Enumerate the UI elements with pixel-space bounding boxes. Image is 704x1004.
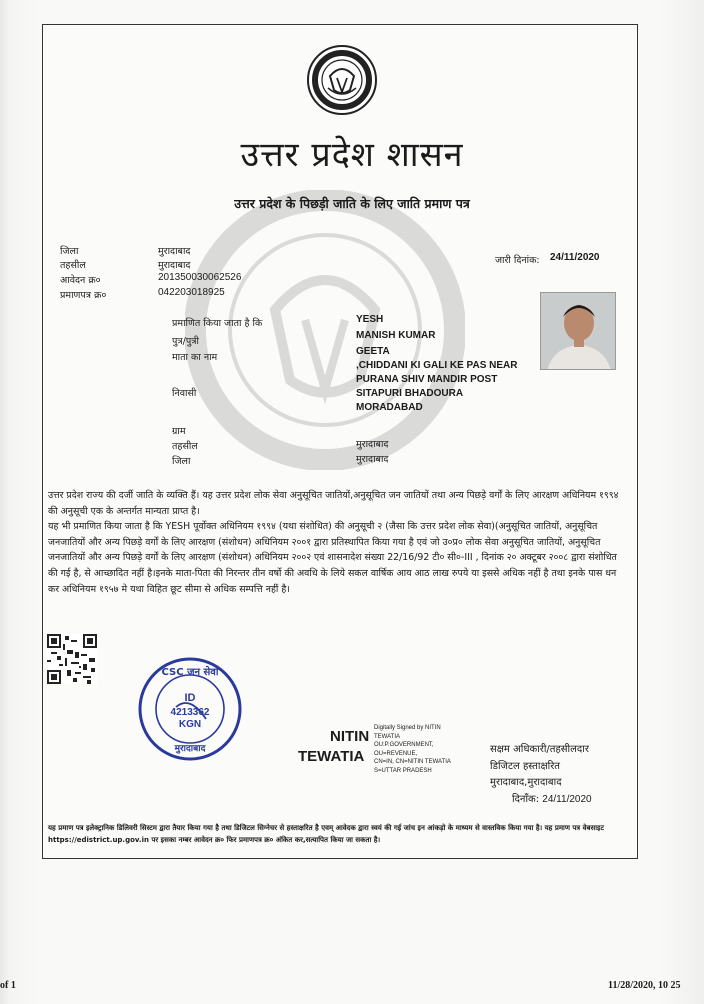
digital-sig-line: S=UTTAR PRADESH — [374, 767, 432, 774]
digital-signature-details — [374, 724, 451, 775]
officer-date-value: 24/11/2020 — [542, 793, 592, 805]
digital-sig-line: OU:P.GOVERNMENT, — [374, 742, 434, 748]
csc-seal-stamp — [136, 655, 244, 763]
resident-label: निवासी — [172, 388, 197, 399]
certificate-no-label: प्रमाणपत्र क्र० — [60, 290, 107, 301]
officer-title: सक्षम अधिकारी/तहसीलदार — [490, 744, 589, 755]
officer-signed: डिजिटल हस्ताक्षरित — [490, 760, 560, 772]
address-line-3: SITAPURI BHADOURA — [356, 388, 464, 399]
print-timestamp: 11/28/2020, 10 25 — [608, 980, 681, 991]
address-line-4: MORADABAD — [356, 402, 423, 413]
application-no-value: 201350030062526 — [158, 272, 242, 283]
body-paragraph-2: यह भी प्रमाणित किया जाता है कि YESH पूर्वोक्त अधिनियम १९९४ (यथा संशोधित) की अनुसूची २ (जैसा कि उत्तर प्रदेश लोक सेवा)(अनुसूचित जातियों, अनुसूचित जनजातियों और अन्य पिछड़े वर्गों के लिए आरक्षण (संशोधन) अधिनियम २००१ द्वारा प्रतिस्थापित किया गया है एवं जो उ०प्र० लोक सेवा अनुसूचित जातियों, अनुसूचित जनजातियों और अन्य पिछड़े वर्गों के लिए आरक्षण (संशोधन) अधिनियम २००२ एवं शासनादेश संख्या 22/16/92 टी० सी०-III , दिनांक २० अक्टूबर २००८ द्वारा संशोधित की गई है, से आच्छादित नहीं है।इनके माता-पिता की निरन्तर तीन वर्षो की अवधि के लिये सकल वार्षिक आय आठ लाख रुपये या इससे अधिक नहीं है तथा इनके पास धन कर अधिनियम १९५७ मे यथा विहित छूट सीमा से अधिक सम्पत्ति नहीं है। — [48, 521, 617, 595]
officer-block — [490, 742, 592, 808]
digital-sig-line: CN=IN, CN=NITIN TEWATIA — [374, 759, 451, 765]
certify-label: प्रमाणित किया जाता है कि — [172, 318, 263, 329]
village-label: ग्राम — [172, 426, 186, 437]
certificate-body — [48, 488, 624, 597]
district2-label: जिला — [172, 456, 191, 467]
officer-date-label: दिनाँक: — [512, 793, 540, 805]
stamp-id-label: ID — [184, 692, 196, 704]
tehsil-value: मुरादाबाद — [158, 260, 191, 271]
digital-sig-line: TEWATIA — [374, 733, 400, 740]
certificate-no-value: 042203018925 — [158, 287, 225, 298]
applicant-photo — [540, 292, 616, 370]
digital-sig-line: OU=REVENUE, — [374, 750, 418, 757]
district-value: मुरादाबाद — [158, 246, 191, 257]
verification-note: यह प्रमाण पत्र इलेक्ट्रानिक डिलिवरी सिस्टम द्वारा तैयार किया गया है तथा डिजिटल सिग्नेचर से हस्ताक्षरित है एवम् आवेदक द्वारा स्वयं की गई जांच इन आंकड़ो के माध्यम से वास्तविक किया गया है। यह प्रमाण पत्र वेबसाइट https://edistrict.up.gov.in पर इसका नम्बर आवेदन क्र० फिर प्रमाणपत्र क्र० अंकित कर,सत्यापित किया जा सकता है। — [48, 824, 604, 844]
issue-date-value: 24/11/2020 — [550, 252, 600, 263]
body-paragraph-1: उत्तर प्रदेश राज्य की दर्जी जाति के व्यक्ति हैं। यह उत्तर प्रदेश लोक सेवा अनुसूचित जातियों,अनुसूचित जन जातियों तथा अन्य पिछड़े वर्गों के लिए आरक्षण अधिनियम १९९४ की अनुसूची एक के अन्तर्गत मान्यता प्राप्त है। — [48, 490, 619, 517]
applicant-name: YESH — [356, 314, 384, 325]
tehsil2-value: मुरादाबाद — [356, 439, 389, 450]
father-label: पुत्र/पुत्री — [172, 336, 199, 347]
stamp-code: KGN — [178, 719, 202, 730]
district-label: जिला — [60, 246, 79, 257]
address-line-1: ,CHIDDANI KI GALI KE PAS NEAR — [356, 360, 518, 371]
father-name: MANISH KUMAR — [356, 330, 436, 341]
tehsil-label: तहसील — [60, 260, 86, 271]
issue-date-label: जारी दिनांक: — [495, 255, 540, 266]
application-no-label: आवेदन क्र० — [60, 275, 101, 286]
certificate-subtitle: उत्तर प्रदेश के पिछड़ी जाति के लिए जाति प्रमाण पत्र — [234, 196, 470, 211]
district2-value: मुरादाबाद — [356, 454, 389, 465]
page-title: उत्तर प्रदेश शासन — [240, 135, 464, 175]
tehsil2-label: तहसील — [172, 441, 198, 452]
stamp-id-number: 4213362 — [170, 707, 210, 718]
stamp-top-text: CSC जन सेवा — [161, 667, 219, 678]
officer-place: मुरादाबाद,मुरादाबाद — [490, 777, 562, 788]
signer-name-line-2: TEWATIA — [298, 748, 365, 765]
signer-name-line-1: NITIN — [330, 728, 370, 745]
address-line-2: PURANA SHIV MANDIR POST — [356, 374, 498, 385]
mother-name: GEETA — [356, 346, 390, 357]
qr-code — [47, 634, 97, 684]
stamp-bottom-text: मुरादाबाद — [174, 744, 206, 754]
digital-sig-line: Digitally Signed by NITIN — [374, 725, 441, 731]
mother-label: माता का नाम — [172, 352, 218, 363]
up-government-emblem — [306, 44, 378, 116]
print-page-count: of 1 — [0, 980, 16, 991]
